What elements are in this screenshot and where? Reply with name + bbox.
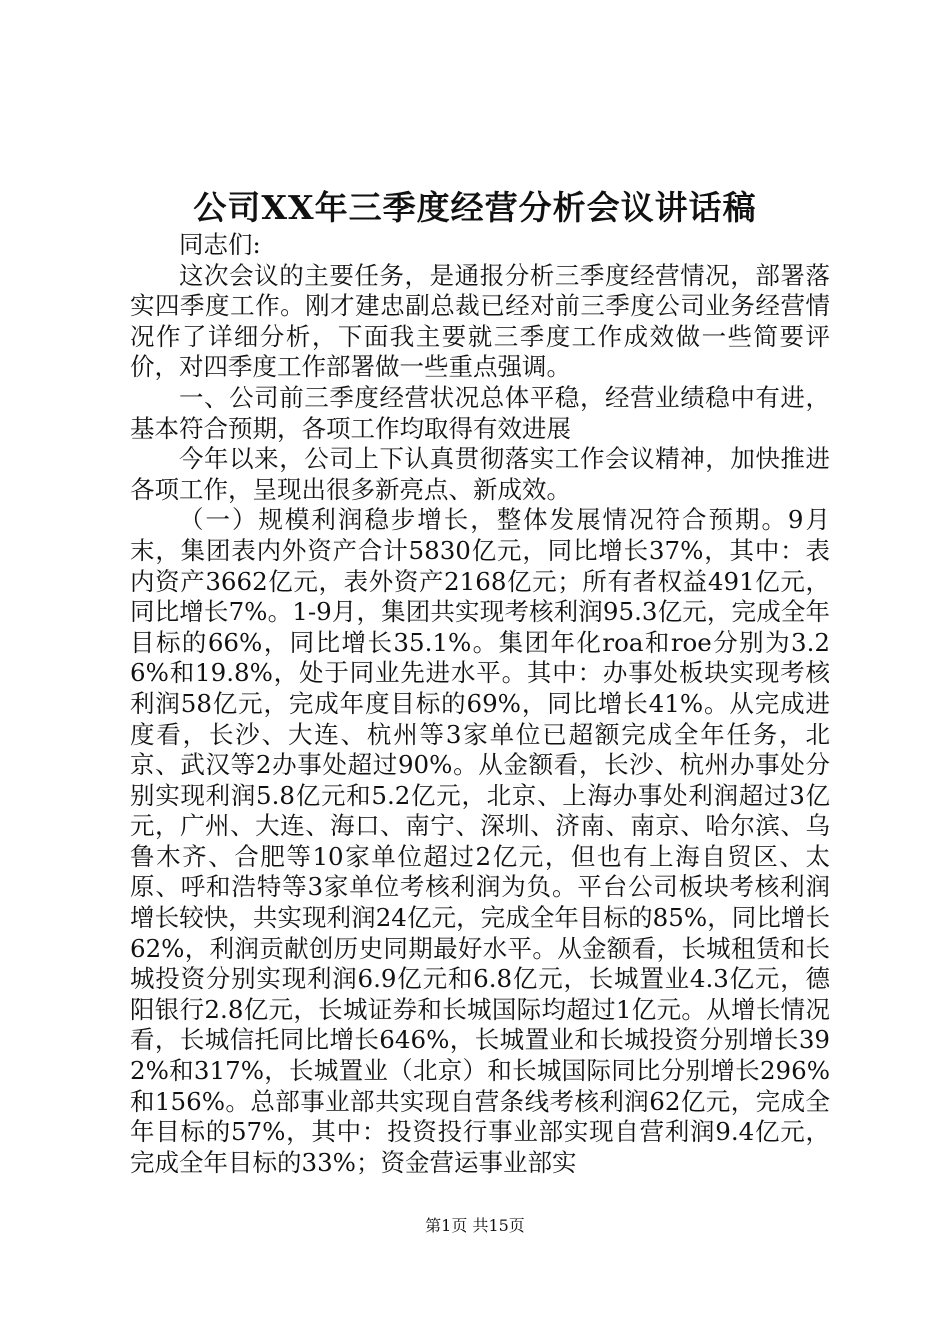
- document-body: [130, 230, 830, 1178]
- document-title: 公司XX年三季度经营分析会议讲话稿: [193, 188, 757, 227]
- page-footer: 第1页 共15页: [425, 1216, 525, 1235]
- results-paragraph: （一）规模利润稳步增长，整体发展情况符合预期。9月末，集团表内外资产合计5830亿元，同比增长37%，其中：表内资产3662亿元，表外资产2168亿元；所有者权益491亿元，同比增长7%。1-9月，集团共实现考核利润95.3亿元，完成全年目标的66%，同比增长35.1%。集团年化roa和roe分别为3.26%和19.8%，处于同业先进水平。其中：办事处板块实现考核利润58亿元，完成年度目标的69%，同比增长41%。从完成进度看，长沙、大连、杭州等3家单位已超额完成全年任务，北京、武汉等2办事处超过90%。从金额看，长沙、杭州办事处分别实现利润5.8亿元和5.2亿元，北京、上海办事处利润超过3亿元，广州、大连、海口、南宁、深圳、济南、南京、哈尔滨、乌鲁木齐、合肥等10家单位超过2亿元，但也有上海自贸区、太原、呼和浩特等3家单位考核利润为负。平台公司板块考核利润增长较快，共实现利润24亿元，完成全年目标的85%，同比增长62%，利润贡献创历史同期最好水平。从金额看，长城租赁和长城投资分别实现利润6.9亿元和6.8亿元，长城置业4.3亿元，德阳银行2.8亿元，长城证券和长城国际均超过1亿元。从增长情况看，长城信托同比增长646%，长城置业和长城投资分别增长392%和317%，长城置业（北京）和长城国际同比分别增长296%和156%。总部事业部共实现自营条线考核利润62亿元，完成全年目标的57%，其中：投资投行事业部实现自营利润9.4亿元，完成全年目标的33%；资金营运事业部实: [130, 505, 830, 1177]
- salutation-paragraph: 同志们:: [179, 230, 261, 259]
- section-heading-paragraph: 一、公司前三季度经营状况总体平稳，经营业绩稳中有进，基本符合预期，各项工作均取得有效进展: [130, 382, 830, 443]
- intro-paragraph: 这次会议的主要任务，是通报分析三季度经营情况，部署落实四季度工作。刚才建忠副总裁已经对前三季度公司业务经营情况作了详细分析，下面我主要就三季度工作成效做一些简要评价，对四季度工作部署做一些重点强调。: [130, 260, 830, 382]
- overview-paragraph: 今年以来，公司上下认真贯彻落实工作会议精神，加快推进各项工作，呈现出很多新亮点、新成效。: [130, 444, 830, 504]
